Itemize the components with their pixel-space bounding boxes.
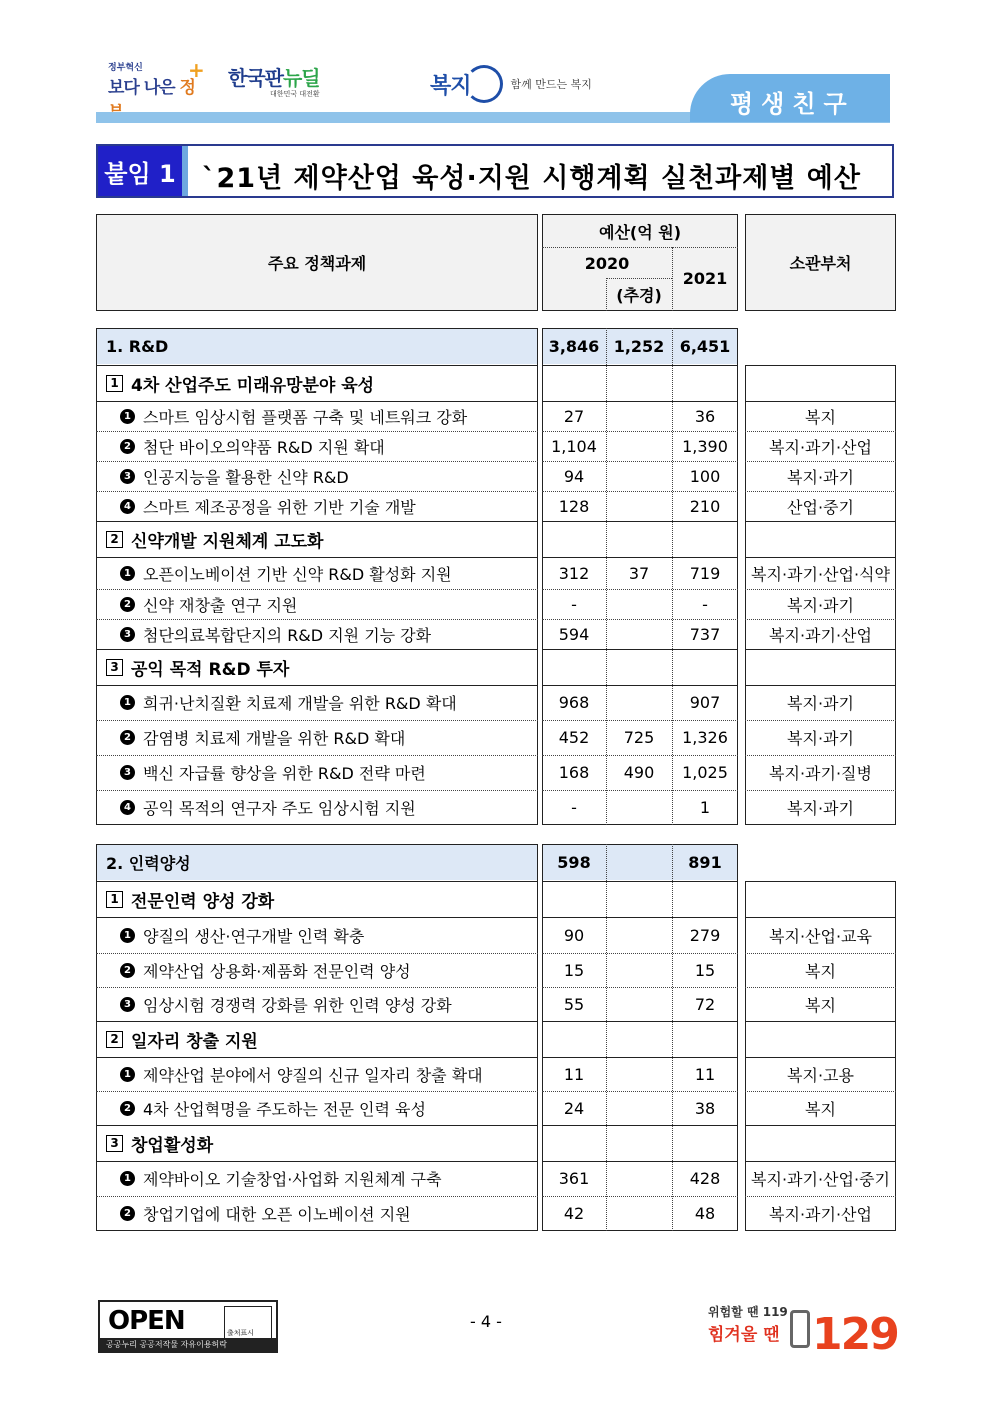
item-number-dot: 1 (120, 1067, 135, 1082)
task-row: 4 공익 목적의 연구자 주도 임상시험 지원 (120, 790, 536, 825)
item-number-dot: 3 (120, 997, 135, 1012)
budget-supplementary (606, 1196, 672, 1231)
group-heading: 2 일자리 창출 지원 (106, 1021, 526, 1057)
budget-2021: 719 (689, 563, 721, 583)
budget-2021: 907 (689, 693, 721, 712)
budget-2021: 737 (689, 624, 721, 644)
item-number-dot: 3 (120, 765, 135, 780)
department: 복지·과기·산업 (769, 625, 872, 645)
budget-2021: 36 (694, 406, 716, 426)
task-row: 1 제약산업 분야에서 양질의 신규 일자리 창출 확대 (120, 1057, 536, 1091)
group-number-box: 2 (106, 531, 123, 548)
budget-supplementary (606, 619, 672, 649)
person-icon: 출처표시 (224, 1306, 272, 1340)
header-task-label: 주요 정책과제 (267, 254, 367, 273)
budget-2021: 48 (694, 1204, 716, 1223)
budget-2021: 100 (689, 466, 721, 486)
budget-2020: 968 (558, 693, 590, 712)
budget-supplementary: 490 (623, 763, 655, 782)
item-number-dot: 3 (120, 627, 135, 642)
budget-2021: - (702, 594, 708, 614)
department: 복지 (805, 407, 836, 427)
budget-2020: 27 (563, 406, 585, 426)
task-row: 2 감염병 치료제 개발을 위한 R&D 확대 (120, 720, 536, 755)
budget-supplementary (606, 589, 672, 619)
task-row: 1 제약바이오 기술창업·사업화 지원체계 구축 (120, 1161, 536, 1196)
task-row: 4 스마트 제조공정을 위한 기반 기술 개발 (120, 491, 536, 521)
item-number-dot: 3 (120, 469, 135, 484)
budget-supplementary: 725 (623, 728, 655, 747)
budget-supplementary (606, 401, 672, 431)
section1-total-supp: 1,252 (613, 337, 665, 356)
item-number-dot: 2 (120, 730, 135, 745)
item-number-dot: 1 (120, 695, 135, 710)
budget-2020: 94 (563, 466, 585, 486)
budget-supplementary (606, 987, 672, 1021)
group-heading: 2 신약개발 지원체계 고도화 (106, 521, 526, 557)
section1-total-2021: 6,451 (679, 337, 731, 356)
header-dept-label: 소관부처 (789, 254, 852, 273)
task-row: 1 오픈이노베이션 기반 신약 R&D 활성화 지원 (120, 557, 536, 589)
budget-supplementary (606, 491, 672, 521)
budget-2020: 452 (558, 728, 590, 747)
section2-total-supp (606, 844, 672, 881)
department: 복지·과기·산업 (769, 1205, 872, 1224)
budget-2020: 24 (563, 1098, 585, 1118)
page-header (0, 0, 992, 130)
budget-2020: 1,104 (551, 436, 597, 456)
group-heading: 1 4차 산업주도 미래유망분야 육성 (106, 365, 526, 401)
header-tab: 평생친구 (690, 74, 890, 122)
group-number-box: 3 (106, 1135, 123, 1152)
budget-2020: 55 (563, 994, 585, 1014)
budget-2020: - (571, 594, 577, 614)
department: 복지·과기 (787, 729, 854, 748)
task-row: 1 희귀·난치질환 치료제 개발을 위한 R&D 확대 (120, 685, 536, 720)
budget-2021: 279 (689, 925, 721, 945)
group-number-box: 1 (106, 891, 123, 908)
task-row: 2 첨단 바이오의약품 R&D 지원 확대 (120, 431, 536, 461)
item-number-dot: 4 (120, 499, 135, 514)
task-row: 1 스마트 임상시험 플랫폼 구축 및 네트워크 강화 (120, 401, 536, 431)
budget-supplementary (606, 917, 672, 953)
task-row: 2 창업기업에 대한 오픈 이노베이션 지원 (120, 1196, 536, 1231)
budget-supplementary (606, 461, 672, 491)
korean-new-deal-logo: 한국판뉴딜 대한민국 대전환 (228, 66, 320, 98)
department: 복지·과기 (787, 595, 854, 615)
department: 복지·과기 (787, 467, 854, 487)
task-row: 2 신약 재창출 연구 지원 (120, 589, 536, 619)
header-supplementary-label: (추경) (616, 285, 662, 305)
budget-2021: 1,326 (682, 728, 728, 747)
document-title (96, 144, 894, 198)
attachment-badge: 붙임 1 (98, 146, 188, 196)
welfare-logo: 복지 함께 만드는 복지 (430, 65, 592, 103)
circle-swoosh-icon (465, 65, 503, 103)
section1-title: 1. R&D (106, 337, 169, 356)
budget-supplementary (606, 1161, 672, 1196)
phone-icon (790, 1310, 810, 1348)
group-heading: 3 공익 목적 R&D 투자 (106, 649, 526, 685)
item-number-dot: 1 (120, 409, 135, 424)
budget-2021: 210 (689, 496, 721, 516)
budget-2020: 168 (558, 763, 590, 782)
budget-2021: 428 (689, 1169, 721, 1188)
item-number-dot: 1 (120, 928, 135, 943)
item-number-dot: 2 (120, 963, 135, 978)
task-row: 3 첨단의료복합단지의 R&D 지원 기능 강화 (120, 619, 536, 649)
budget-supplementary (606, 953, 672, 987)
department: 복지·과기·질병 (769, 764, 872, 783)
task-row: 2 4차 산업혁명을 주도하는 전문 인력 육성 (120, 1091, 536, 1125)
item-number-dot: 1 (120, 566, 135, 581)
budget-2020: - (571, 798, 577, 817)
task-row: 3 백신 자급률 향상을 위한 R&D 전략 마련 (120, 755, 536, 790)
title-text: `21년 제약산업 육성·지원 시행계획 실천과제별 예산 (202, 163, 861, 194)
budget-supplementary (606, 431, 672, 461)
department: 복지·고용 (787, 1065, 854, 1085)
department: 복지·과기·산업·식약 (751, 564, 890, 584)
budget-2021: 72 (694, 994, 716, 1014)
department: 산업·중기 (787, 497, 854, 517)
item-number-dot: 2 (120, 1101, 135, 1116)
group-heading: 3 창업활성화 (106, 1125, 526, 1161)
task-row: 3 인공지능을 활용한 신약 R&D (120, 461, 536, 491)
hotline-129-logo: 위험할 땐 119 힘겨울 땐 129 (708, 1305, 898, 1360)
item-number-dot: 1 (120, 1171, 135, 1186)
department: 복지·과기 (787, 694, 854, 713)
item-number-dot: 2 (120, 1206, 135, 1221)
budget-supplementary (606, 790, 672, 825)
budget-2021: 38 (694, 1098, 716, 1118)
gov-innovation-logo: 정부혁신 보다 나은 정 (108, 63, 195, 98)
budget-2021: 15 (694, 960, 716, 980)
budget-2020: 594 (558, 624, 590, 644)
task-row: 1 양질의 생산·연구개발 인력 확충 (120, 917, 536, 953)
department: 복지 (805, 961, 836, 981)
budget-2021: 1,390 (682, 436, 728, 456)
section2-total-2021: 891 (688, 853, 722, 872)
group-heading: 1 전문인력 양성 강화 (106, 881, 526, 917)
item-number-dot: 2 (120, 597, 135, 612)
department: 복지 (805, 995, 836, 1015)
budget-2020: 90 (563, 925, 585, 945)
budget-2020: 128 (558, 496, 590, 516)
budget-2021: 1,025 (682, 763, 728, 782)
group-number-box: 3 (106, 659, 123, 676)
item-number-dot: 2 (120, 439, 135, 454)
budget-2021: 1 (699, 798, 711, 817)
header-2020-label: 2020 (584, 253, 630, 273)
section2-total-2020: 598 (557, 853, 591, 872)
kogl-open-logo: OPEN 출처표시 공공누리 공공저작물 자유이용허락 (98, 1300, 278, 1353)
task-row: 3 임상시험 경쟁력 강화를 위한 인력 양성 강화 (120, 987, 536, 1021)
budget-2020: 312 (558, 563, 590, 583)
budget-2020: 42 (563, 1204, 585, 1223)
section1-total-2020: 3,846 (548, 337, 600, 356)
budget-2021: 11 (694, 1064, 716, 1084)
budget-2020: 361 (558, 1169, 590, 1188)
budget-supplementary: 37 (628, 563, 650, 583)
department: 복지·과기·산업 (769, 437, 872, 457)
budget-supplementary (606, 685, 672, 720)
header-2021-label: 2021 (682, 268, 728, 288)
item-number-dot: 4 (120, 800, 135, 815)
section2-title: 2. 인력양성 (106, 854, 191, 873)
page-number: - 4 - (470, 1312, 502, 1331)
department: 복지·과기·산업·중기 (751, 1170, 890, 1189)
department: 복지·산업·교육 (769, 926, 872, 946)
budget-2020: 11 (563, 1064, 585, 1084)
plus-icon: + (188, 58, 205, 82)
header-budget-label: 예산(억 원) (598, 222, 682, 242)
budget-supplementary (606, 1057, 672, 1091)
task-row: 2 제약산업 상용화·제품화 전문인력 양성 (120, 953, 536, 987)
department: 복지·과기 (787, 799, 854, 818)
department: 복지 (805, 1099, 836, 1119)
budget-2020: 15 (563, 960, 585, 980)
group-number-box: 2 (106, 1031, 123, 1048)
budget-supplementary (606, 1091, 672, 1125)
group-number-box: 1 (106, 375, 123, 392)
